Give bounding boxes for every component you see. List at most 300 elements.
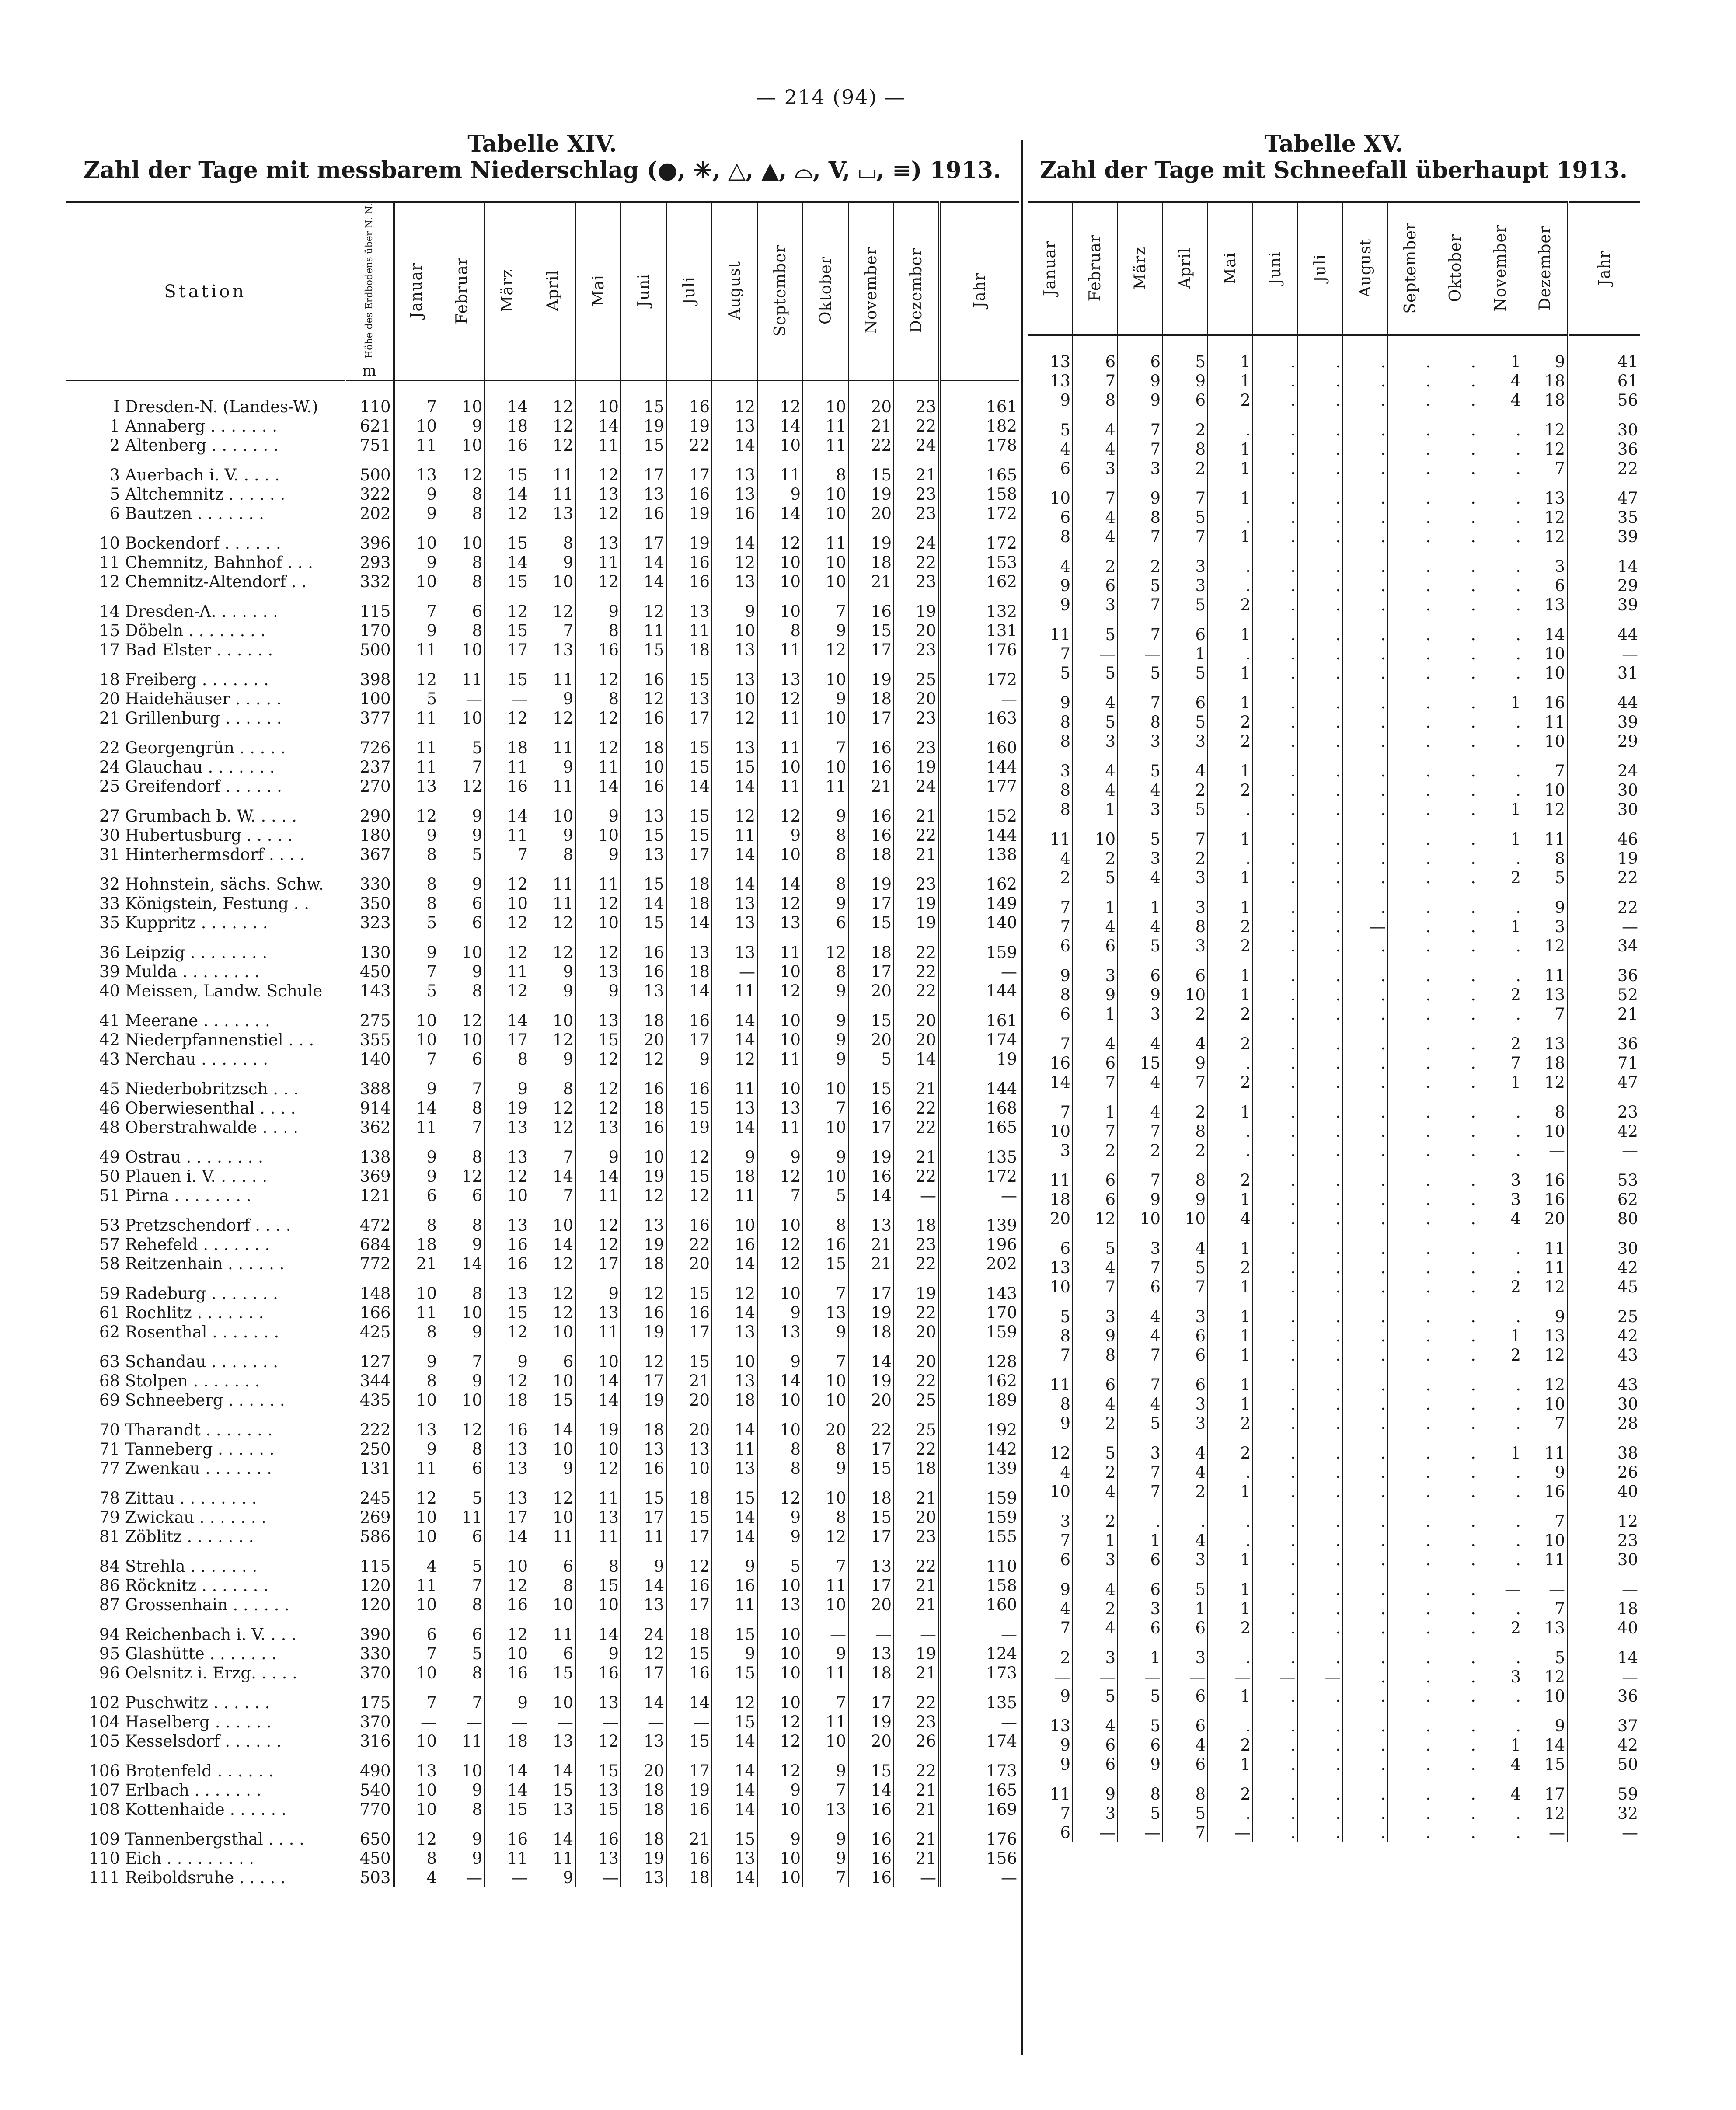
snow-month-cell: 10	[1118, 1209, 1163, 1229]
table14-row	[66, 1732, 1019, 1751]
month-label: Februar	[1086, 234, 1104, 302]
snow-year-cell: 44	[1568, 683, 1640, 713]
precip-month-cell: —	[848, 1615, 894, 1644]
snow-month-cell: —	[1253, 1668, 1298, 1687]
snow-month-cell: —	[1523, 1141, 1568, 1160]
precip-month-cell: 22	[894, 1440, 939, 1459]
snow-month-cell: 1	[1163, 644, 1208, 664]
snow-month-cell: .	[1433, 335, 1478, 372]
precip-year-cell: 110	[939, 1546, 1019, 1576]
precip-month-cell: 13	[485, 1137, 530, 1167]
precip-month-cell: 14	[485, 553, 530, 572]
precip-month-cell: 17	[666, 1595, 712, 1615]
table14-row	[66, 758, 1019, 777]
snow-month-cell: .	[1478, 478, 1523, 508]
precip-month-cell: 10	[394, 1001, 439, 1031]
table15-row	[1028, 1823, 1640, 1842]
precip-month-cell: 13	[394, 777, 439, 796]
snow-month-cell: .	[1343, 800, 1388, 819]
table14-row	[66, 1372, 1019, 1391]
station-number: 20	[99, 689, 120, 708]
precip-month-cell: 11	[394, 758, 439, 777]
snow-month-cell: 5	[1163, 1570, 1208, 1599]
precip-month-cell: 22	[894, 1303, 939, 1323]
station-name: Döbeln . . . . . . . .	[125, 621, 266, 640]
precip-month-cell: 8	[575, 689, 621, 709]
snow-month-cell: 3	[1118, 1005, 1163, 1024]
snow-month-cell: 4	[1118, 917, 1163, 937]
station-cell	[66, 1235, 345, 1254]
snow-month-cell: 5	[1163, 800, 1208, 819]
snow-month-cell: .	[1343, 1570, 1388, 1599]
station-number: 87	[99, 1595, 120, 1614]
precip-month-cell: 15	[485, 1303, 530, 1323]
precip-month-cell: 12	[530, 417, 575, 436]
table15-row	[1028, 819, 1640, 849]
table14-row	[66, 572, 1019, 592]
snow-month-cell: —	[1208, 1668, 1253, 1687]
station-name: Freiberg . . . . . . .	[125, 670, 269, 689]
snow-month-cell: .	[1388, 956, 1433, 985]
snow-month-cell: .	[1343, 1619, 1388, 1638]
snow-month-cell: .	[1208, 1054, 1253, 1073]
month-header	[394, 202, 439, 380]
table15-row	[1028, 1774, 1640, 1804]
precip-month-cell: 6	[394, 1615, 439, 1644]
station-number: 46	[99, 1099, 120, 1118]
precip-month-cell: 8	[439, 1099, 485, 1118]
precip-month-cell: 14	[712, 1118, 757, 1137]
precip-month-cell: 9	[803, 796, 848, 826]
precip-month-cell: —	[439, 689, 485, 709]
snow-month-cell: .	[1298, 1209, 1343, 1229]
precip-month-cell: 16	[621, 1069, 666, 1099]
precip-month-cell: 18	[666, 641, 712, 660]
snow-month-cell: .	[1478, 751, 1523, 781]
snow-month-cell: 1	[1208, 527, 1253, 547]
precip-month-cell: 22	[894, 1254, 939, 1274]
precip-month-cell: 15	[712, 1713, 757, 1732]
snow-month-cell: 8	[1118, 713, 1163, 732]
precip-month-cell: 24	[894, 436, 939, 455]
snow-month-cell: 12	[1523, 440, 1568, 459]
table15-row	[1028, 1599, 1640, 1619]
precip-month-cell: 11	[712, 1440, 757, 1459]
precip-month-cell: 5	[803, 1186, 848, 1205]
snow-month-cell: .	[1478, 527, 1523, 547]
snow-month-cell: .	[1343, 478, 1388, 508]
snow-month-cell: 6	[1073, 1755, 1118, 1774]
precip-month-cell: 16	[575, 1819, 621, 1849]
snow-month-cell: 5	[1163, 1804, 1208, 1823]
station-cell	[66, 1527, 345, 1546]
precip-month-cell: 19	[848, 485, 894, 504]
snow-month-cell: 2	[1073, 1599, 1118, 1619]
precip-month-cell: 9	[757, 485, 803, 504]
station-number: 30	[99, 826, 120, 845]
snow-month-cell: .	[1343, 1736, 1388, 1755]
precip-month-cell: 5	[394, 982, 439, 1001]
precip-month-cell: 16	[485, 436, 530, 455]
station-number: 32	[99, 875, 120, 894]
precip-month-cell: 12	[485, 933, 530, 962]
snow-month-cell: .	[1433, 819, 1478, 849]
height-cell: 140	[345, 1050, 394, 1069]
station-number: 59	[99, 1284, 120, 1303]
month-header	[803, 202, 848, 380]
month-header	[712, 202, 757, 380]
snow-month-cell: 4	[1073, 751, 1118, 781]
snow-month-cell: .	[1388, 527, 1433, 547]
table14-row	[66, 864, 1019, 894]
precip-month-cell: 12	[621, 1342, 666, 1372]
precip-month-cell: 12	[621, 1644, 666, 1664]
precip-month-cell: 7	[439, 1118, 485, 1137]
table15-row	[1028, 1258, 1640, 1278]
precip-month-cell: 12	[757, 523, 803, 553]
station-number: 96	[99, 1664, 120, 1682]
precip-month-cell: 11	[439, 660, 485, 689]
station-number: 21	[99, 709, 120, 728]
snow-month-cell: 1	[1208, 372, 1253, 391]
precip-month-cell: 18	[485, 417, 530, 436]
snow-month-cell: 4	[1208, 1209, 1253, 1229]
snow-month-cell: .	[1478, 1122, 1523, 1141]
precip-month-cell: 20	[894, 1031, 939, 1050]
month-header	[1298, 202, 1343, 335]
precip-year-cell: 174	[939, 1031, 1019, 1050]
precip-month-cell: 13	[712, 660, 757, 689]
precip-month-cell: 20	[848, 1732, 894, 1751]
precip-month-cell: 15	[666, 826, 712, 845]
snow-month-cell: .	[1433, 1278, 1478, 1297]
snow-month-cell: .	[1253, 1482, 1298, 1501]
precip-month-cell: 9	[394, 1167, 439, 1186]
precip-month-cell: 6	[530, 1546, 575, 1576]
precip-month-cell: 13	[757, 1099, 803, 1118]
precip-month-cell: 12	[757, 1167, 803, 1186]
precip-month-cell: 17	[575, 1254, 621, 1274]
snow-month-cell: 1	[1478, 800, 1523, 819]
precip-month-cell: 24	[894, 523, 939, 553]
precip-month-cell: 11	[712, 1595, 757, 1615]
precip-month-cell: 18	[666, 1478, 712, 1508]
precip-month-cell: 10	[757, 758, 803, 777]
snow-month-cell: 7	[1073, 372, 1118, 391]
month-label: März	[1131, 246, 1149, 290]
snow-month-cell: 1	[1208, 1395, 1253, 1414]
precip-month-cell: 23	[894, 485, 939, 504]
precip-month-cell: 4	[394, 1868, 439, 1887]
snow-month-cell: 7	[1060, 917, 1070, 936]
precip-month-cell: 10	[712, 1342, 757, 1372]
snow-month-cell: .	[1478, 937, 1523, 956]
precip-month-cell: 12	[575, 1459, 621, 1478]
precip-month-cell: 14	[712, 1001, 757, 1031]
snow-month-cell: .	[1478, 1823, 1523, 1842]
month-header	[1073, 202, 1118, 335]
snow-month-cell: .	[1433, 937, 1478, 956]
precip-month-cell: 13	[848, 1546, 894, 1576]
precip-month-cell: 21	[848, 572, 894, 592]
snow-month-cell: 1	[1208, 1190, 1253, 1209]
snow-month-cell: 7	[1523, 1005, 1568, 1024]
height-cell: 586	[345, 1527, 394, 1546]
precip-month-cell: 14	[530, 1819, 575, 1849]
snow-month-cell: 2	[1208, 1160, 1253, 1190]
precip-month-cell: 10	[530, 1508, 575, 1527]
precip-month-cell: 14	[575, 1372, 621, 1391]
snow-month-cell: 5	[1073, 1433, 1118, 1463]
precip-month-cell: 14	[485, 485, 530, 504]
snow-month-cell: .	[1433, 1599, 1478, 1619]
precip-month-cell: 16	[621, 777, 666, 796]
snow-month-cell: 6	[1073, 1054, 1118, 1073]
station-number: 42	[99, 1031, 120, 1049]
snow-month-cell: 9	[1060, 693, 1070, 712]
snow-month-cell: .	[1433, 1501, 1478, 1531]
table14-row	[66, 641, 1019, 660]
station-name: Tanneberg . . . . . .	[125, 1440, 275, 1459]
precip-year-cell: 174	[939, 1732, 1019, 1751]
snow-year-cell: 21	[1568, 1005, 1640, 1024]
snow-month-cell: .	[1253, 868, 1298, 888]
precip-month-cell: 10	[394, 1732, 439, 1751]
precip-year-cell: 128	[939, 1342, 1019, 1372]
precip-month-cell: 17	[848, 1527, 894, 1546]
snow-month-cell: 1	[1208, 615, 1253, 644]
snow-month-cell: 7	[1060, 1034, 1070, 1053]
snow-month-cell: .	[1208, 1463, 1253, 1482]
station-name: Hinterhermsdorf . . . .	[125, 845, 305, 864]
snow-month-cell: .	[1253, 1122, 1298, 1141]
month-header	[757, 202, 803, 380]
month-label: April	[544, 270, 562, 311]
precip-month-cell: 14	[712, 864, 757, 894]
snow-month-cell: .	[1343, 615, 1388, 644]
table14-row	[66, 913, 1019, 933]
precip-month-cell: 17	[666, 1527, 712, 1546]
precip-month-cell: 20	[894, 1342, 939, 1372]
station-cell	[66, 455, 345, 485]
snow-year-cell: 61	[1568, 372, 1640, 391]
precip-month-cell: 12	[575, 1235, 621, 1254]
precip-month-cell: 9	[712, 592, 757, 621]
snow-month-cell: .	[1343, 1414, 1388, 1433]
precip-month-cell: 16	[666, 1001, 712, 1031]
precip-month-cell: 12	[621, 592, 666, 621]
snow-month-cell: .	[1208, 1804, 1253, 1823]
precip-month-cell: 16	[848, 826, 894, 845]
snow-month-cell: 1	[1208, 1365, 1253, 1395]
precip-month-cell: 10	[757, 1849, 803, 1868]
precip-month-cell: 10	[621, 758, 666, 777]
height-cell: 770	[345, 1800, 394, 1819]
table15-title: Zahl der Tage mit Schneefall überhaupt 1913.	[1039, 157, 1628, 184]
precip-month-cell: 8	[575, 1546, 621, 1576]
month-header	[1163, 202, 1208, 335]
snow-month-cell: .	[1478, 459, 1523, 478]
precip-month-cell: 17	[485, 1031, 530, 1050]
table14	[66, 201, 1019, 1887]
snow-month-cell: .	[1433, 713, 1478, 732]
table15-row	[1028, 1190, 1640, 1209]
precip-month-cell: 15	[621, 826, 666, 845]
snow-month-cell: .	[1433, 1550, 1478, 1570]
precip-month-cell: 9	[803, 1459, 848, 1478]
precip-month-cell: 10	[803, 1118, 848, 1137]
precip-month-cell: 14	[712, 1254, 757, 1274]
table15-row	[1028, 956, 1640, 985]
table14-row	[66, 1118, 1019, 1137]
precip-month-cell: 9	[666, 1050, 712, 1069]
snow-month-cell: .	[1253, 956, 1298, 985]
snow-month-cell: 8	[1523, 1092, 1568, 1122]
snow-month-cell: 8	[1060, 985, 1070, 1004]
height-cell: 237	[345, 758, 394, 777]
snow-month-cell: .	[1298, 1054, 1343, 1073]
snow-month-cell: 6	[1118, 335, 1163, 372]
snow-month-cell: 11	[1523, 713, 1568, 732]
snow-month-cell: 7	[1163, 1073, 1208, 1092]
station-name: Hubertusburg . . . . .	[125, 826, 293, 845]
precip-month-cell: 21	[894, 1576, 939, 1595]
snow-month-cell: 2	[1163, 1482, 1208, 1501]
precip-month-cell: 14	[712, 1527, 757, 1546]
precip-month-cell: 10	[439, 1391, 485, 1410]
precip-month-cell: 14	[485, 1781, 530, 1800]
snow-month-cell: —	[1523, 1823, 1568, 1842]
precip-month-cell: 12	[485, 864, 530, 894]
precip-year-cell: 124	[939, 1644, 1019, 1664]
precip-month-cell: 22	[894, 1167, 939, 1186]
snow-month-cell: .	[1343, 1190, 1388, 1209]
station-name: Erlbach . . . . . . .	[125, 1781, 261, 1800]
snow-month-cell: .	[1478, 781, 1523, 800]
snow-month-cell: 6	[1060, 1239, 1070, 1258]
station-name: Oelsnitz i. Erzg. . . . .	[125, 1664, 297, 1682]
snow-month-cell: .	[1253, 644, 1298, 664]
station-number: 110	[89, 1849, 120, 1868]
snow-month-cell: 2	[1208, 1414, 1253, 1433]
snow-year-cell: 42	[1568, 1327, 1640, 1346]
precip-month-cell: 19	[485, 1099, 530, 1118]
precip-month-cell: 21	[894, 1595, 939, 1615]
snow-month-cell: 9	[1118, 985, 1163, 1005]
snow-month-cell: 4	[1163, 1736, 1208, 1755]
precip-month-cell: 18	[666, 962, 712, 982]
snow-month-cell: .	[1253, 751, 1298, 781]
snow-month-cell: .	[1388, 1122, 1433, 1141]
snow-month-cell: 1	[1208, 985, 1253, 1005]
station-cell	[66, 1819, 345, 1849]
snow-month-cell: .	[1388, 1346, 1433, 1365]
precip-month-cell: —	[803, 1615, 848, 1644]
station-cell	[66, 417, 345, 436]
height-cell: 377	[345, 709, 394, 728]
precip-month-cell: 12	[712, 380, 757, 417]
snow-month-cell: 8	[1060, 732, 1070, 751]
precip-month-cell: 9	[803, 894, 848, 913]
snow-month-cell: .	[1388, 1619, 1433, 1638]
snow-month-cell: 2	[1073, 547, 1118, 576]
precip-month-cell: 14	[848, 1342, 894, 1372]
precip-month-cell: 16	[485, 1819, 530, 1849]
precip-year-cell: 161	[939, 380, 1019, 417]
precip-month-cell: 7	[394, 962, 439, 982]
snow-year-cell: 45	[1568, 1278, 1640, 1297]
table15-row	[1028, 1209, 1640, 1229]
precip-year-cell: 149	[939, 894, 1019, 913]
precip-month-cell: 14	[712, 1031, 757, 1050]
station-cell	[66, 982, 345, 1001]
snow-month-cell: 8	[1163, 1122, 1208, 1141]
precip-month-cell: 13	[485, 1459, 530, 1478]
snow-month-cell: .	[1388, 335, 1433, 372]
snow-month-cell: .	[1343, 1160, 1388, 1190]
station-cell	[66, 1459, 345, 1478]
precip-month-cell: 6	[394, 1186, 439, 1205]
snow-year-cell: 14	[1568, 547, 1640, 576]
snow-month-cell: .	[1298, 1550, 1343, 1570]
precip-month-cell: 18	[666, 864, 712, 894]
snow-month-cell: 2	[1208, 781, 1253, 800]
snow-month-cell: 8	[1060, 527, 1070, 546]
table14-row	[66, 523, 1019, 553]
snow-month-cell: 2	[1163, 410, 1208, 440]
snow-month-cell: .	[1298, 1005, 1343, 1024]
station-name: Kesselsdorf . . . . . .	[125, 1732, 282, 1751]
snow-year-cell: 30	[1568, 800, 1640, 819]
height-cell: 435	[345, 1391, 394, 1410]
precip-month-cell: 22	[894, 1546, 939, 1576]
height-cell: 396	[345, 523, 394, 553]
snow-month-cell: 10	[1523, 1395, 1568, 1414]
snow-month-cell: .	[1208, 849, 1253, 868]
precip-month-cell: 10	[712, 689, 757, 709]
snow-month-cell: 5	[1163, 1258, 1208, 1278]
height-cell: 275	[345, 1001, 394, 1031]
precip-month-cell: 13	[712, 1372, 757, 1391]
snow-year-cell: 53	[1568, 1160, 1640, 1190]
precip-month-cell: 8	[439, 1800, 485, 1819]
snow-month-cell: 7	[1073, 1073, 1118, 1092]
month-header	[848, 202, 894, 380]
snow-month-cell: 13	[1523, 1619, 1568, 1638]
table14-row	[66, 1819, 1019, 1849]
snow-month-cell: .	[1388, 781, 1433, 800]
precip-month-cell: 12	[530, 1303, 575, 1323]
precip-month-cell: 14	[757, 504, 803, 523]
snow-month-cell: 11	[1049, 830, 1070, 849]
snow-month-cell: .	[1298, 440, 1343, 459]
precip-month-cell: 10	[757, 1576, 803, 1595]
snow-month-cell: .	[1343, 1258, 1388, 1278]
snow-month-cell: .	[1298, 732, 1343, 751]
snow-month-cell: .	[1433, 440, 1478, 459]
station-number: 79	[99, 1508, 120, 1527]
snow-month-cell: .	[1433, 1395, 1478, 1414]
snow-month-cell: 12	[1523, 1668, 1568, 1687]
snow-month-cell: .	[1253, 478, 1298, 508]
snow-month-cell: .	[1478, 508, 1523, 527]
precip-month-cell: 7	[803, 1274, 848, 1303]
snow-month-cell: .	[1343, 1550, 1388, 1570]
snow-month-cell: .	[1298, 459, 1343, 478]
precip-month-cell: 16	[621, 1118, 666, 1137]
precip-month-cell: —	[394, 1713, 439, 1732]
snow-month-cell: 6	[1060, 508, 1070, 527]
